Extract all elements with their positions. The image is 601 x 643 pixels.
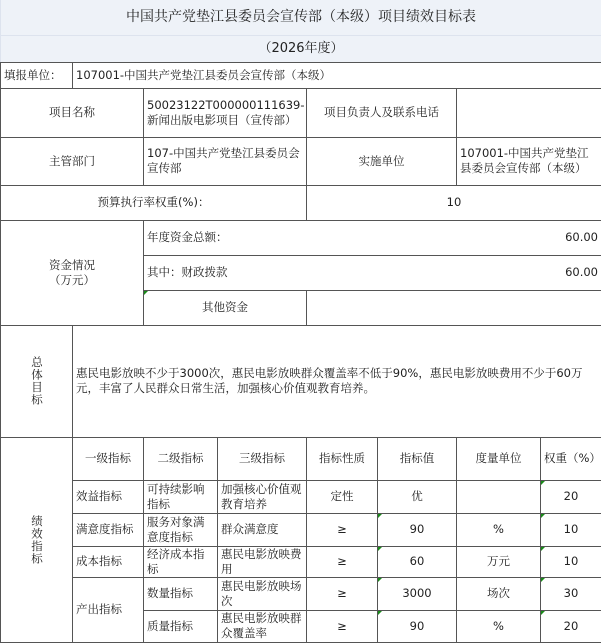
level1-cell: 成本指标 xyxy=(73,546,144,577)
level3-cell: 惠民电影放映场次 xyxy=(218,577,307,610)
budget-weight-value: 10 xyxy=(307,185,601,220)
level3-cell: 惠民电影放映费用 xyxy=(218,546,307,577)
table-row xyxy=(1,480,601,513)
supervisor-value: 107-中国共产党垫江县委员会宣传部 xyxy=(144,137,307,185)
reporting-unit-value: 107001-中国共产党垫江县委员会宣传部（本级） xyxy=(73,62,601,88)
nature-cell: ≥ xyxy=(307,513,378,546)
level1-cell: 满意度指标 xyxy=(73,513,144,546)
unit-cell: 万元 xyxy=(457,546,541,577)
table-row xyxy=(1,546,601,577)
value-cell: 90 xyxy=(378,513,457,546)
project-leader-label: 项目负责人及联系电话 xyxy=(307,88,457,137)
performance-label-cell xyxy=(1,437,73,642)
level2-cell: 数量指标 xyxy=(144,577,218,610)
nature-cell: ≥ xyxy=(307,610,378,642)
header-level1: 一级指标 xyxy=(73,437,144,480)
performance-label: 绩效指标 xyxy=(29,515,44,565)
project-name-value: 50023122T000000111639-新闻出版电影项目（宣传部） xyxy=(144,88,307,137)
table-row xyxy=(1,577,601,610)
supervisor-label: 主管部门 xyxy=(1,137,144,185)
funds-other-value xyxy=(307,290,601,325)
overall-goal-label-cell xyxy=(1,325,73,437)
funds-fiscal-row xyxy=(144,255,601,290)
page-title: 中国共产党垫江县委员会宣传部（本级）项目绩效目标表 xyxy=(1,0,601,35)
nature-cell: ≥ xyxy=(307,546,378,577)
implementer-value: 107001-中国共产党垫江县委员会宣传部（本级） xyxy=(457,137,601,185)
level2-cell: 服务对象满意度指标 xyxy=(144,513,218,546)
funds-other-label: 其他资金 xyxy=(144,290,307,325)
header-value: 指标值 xyxy=(378,437,457,480)
unit-cell: % xyxy=(457,610,541,642)
funds-fiscal-label: 其中：财政拨款 xyxy=(147,265,228,280)
header-nature: 指标性质 xyxy=(307,437,378,480)
weight-cell: 20 xyxy=(541,480,601,513)
nature-cell: 定性 xyxy=(307,480,378,513)
unit-cell xyxy=(457,480,541,513)
funds-total-row xyxy=(144,220,601,255)
level2-cell: 经济成本指标 xyxy=(144,546,218,577)
value-cell: 优 xyxy=(378,480,457,513)
implementer-label: 实施单位 xyxy=(307,137,457,185)
level3-cell: 惠民电影放映群众覆盖率 xyxy=(218,610,307,642)
funds-label: 资金情况 （万元） xyxy=(1,220,144,325)
header-level2: 二级指标 xyxy=(144,437,218,480)
funds-fiscal-value: 60.00 xyxy=(565,265,598,280)
overall-goal-value: 惠民电影放映不少于3000次，惠民电影放映群众覆盖率不低于90%，惠民电影放映费用不少于60万元，丰富了人民群众日常生活，加强核心价值观教育培养。 xyxy=(73,325,601,437)
funds-total-value: 60.00 xyxy=(565,230,598,245)
level1-cell: 效益指标 xyxy=(73,480,144,513)
header-level3: 三级指标 xyxy=(218,437,307,480)
funds-total-label: 年度资金总额： xyxy=(147,230,228,245)
project-leader-value xyxy=(457,88,601,137)
value-cell: 60 xyxy=(378,546,457,577)
header-unit: 度量单位 xyxy=(457,437,541,480)
header-weight: 权重（%） xyxy=(541,437,601,480)
value-cell: 3000 xyxy=(378,577,457,610)
level1-cell: 产出指标 xyxy=(73,577,144,642)
project-name-label: 项目名称 xyxy=(1,88,144,137)
level2-cell: 可持续影响指标 xyxy=(144,480,218,513)
value-cell: 90 xyxy=(378,610,457,642)
unit-cell: % xyxy=(457,513,541,546)
page-subtitle: （2026年度） xyxy=(1,35,601,62)
unit-cell: 场次 xyxy=(457,577,541,610)
reporting-unit-label: 填报单位： xyxy=(1,62,73,88)
overall-goal-label: 总体目标 xyxy=(29,356,44,406)
weight-cell: 10 xyxy=(541,546,601,577)
budget-weight-label: 预算执行率权重(%)： xyxy=(1,185,307,220)
weight-cell: 30 xyxy=(541,577,601,610)
weight-cell: 20 xyxy=(541,610,601,642)
nature-cell: ≥ xyxy=(307,577,378,610)
level2-cell: 质量指标 xyxy=(144,610,218,642)
level3-cell: 群众满意度 xyxy=(218,513,307,546)
table-row xyxy=(1,513,601,546)
level3-cell: 加强核心价值观教育培养 xyxy=(218,480,307,513)
weight-cell: 10 xyxy=(541,513,601,546)
